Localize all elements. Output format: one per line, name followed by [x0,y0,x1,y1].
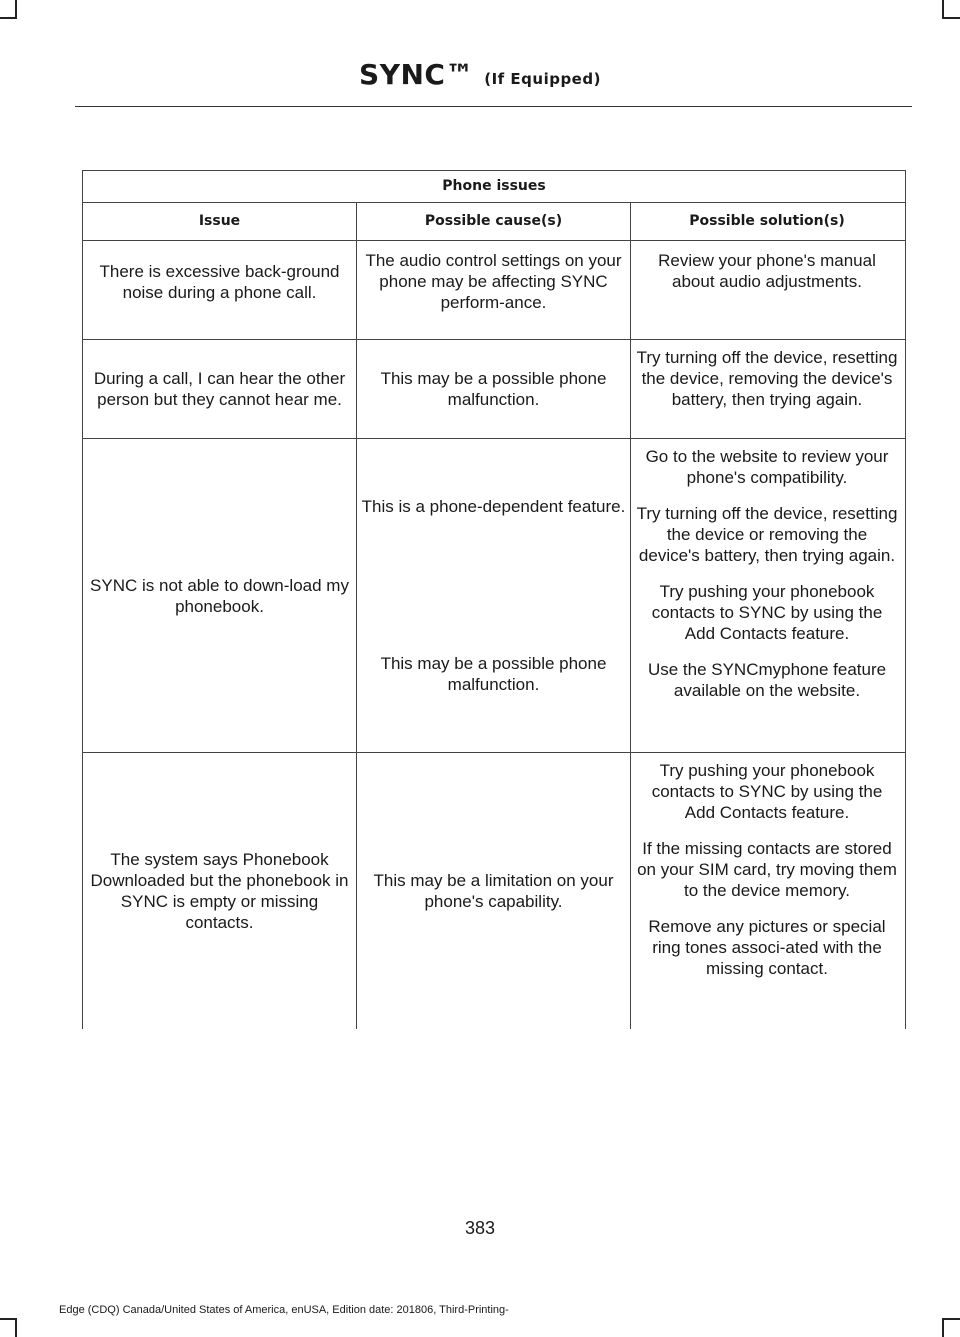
solution-cell [631,439,903,752]
cause-text: The audio control settings on your phone may be affecting SYNC perform-ance. [365,251,622,312]
solution-text: Try turning off the device, resetting the device, removing the device's battery, then trying again. [636,348,898,409]
solution-text: Remove any pictures or special ring tones associ-ated with the missing contact. [648,917,886,978]
crop-mark-top-left-h [0,17,17,19]
issue-cell [83,753,357,1029]
header-subtitle: (If Equipped) [484,70,601,88]
solution-text: If the missing contacts are stored on your SIM card, try moving them to the device memory. [637,839,897,900]
page-number: 383 [464,1218,496,1238]
issue-text: There is excessive back-ground noise during a phone call. [99,262,340,302]
issue-text: During a call, I can hear the other person but they cannot hear me. [93,369,346,409]
issue-cell [83,439,357,752]
cause-cell [357,241,631,339]
solution-text: Use the SYNCmyphone feature available on the website. [647,660,887,700]
solution-text: Try pushing your phonebook contacts to SYNC by using the Add Contacts feature. [651,582,883,643]
solution-cell [631,340,903,438]
crop-mark-bottom-left-h [0,1318,17,1320]
crop-mark-top-left [15,0,17,18]
issue-cell [83,241,357,339]
header-title: SYNC™ [359,58,474,91]
table-row [83,340,905,439]
solution-text: Try turning off the device, resetting the device or removing the device's battery, then trying again. [636,504,898,565]
column-header-issue: Issue [83,203,357,240]
table-row [83,753,905,1029]
header-divider [75,106,912,107]
solution-text: Review your phone's manual about audio adjustments. [658,251,876,291]
solution-cell [631,753,903,1029]
crop-mark-bottom-left [15,1318,17,1337]
solution-text: Go to the website to review your phone's compatibility. [645,447,889,487]
solution-cell [631,241,903,339]
crop-mark-top-right-h [942,17,960,19]
crop-mark-top-right [942,0,944,18]
table-row [83,439,905,753]
phone-issues-table [82,170,906,1029]
table-caption: Phone issues [83,171,905,203]
crop-mark-bottom-right-h [942,1318,960,1320]
footer-edition-text: Edge (CDQ) Canada/United States of America, enUSA, Edition date: 201806, Third-Printing- [59,1304,509,1316]
cause-text: This may be a possible phone malfunction. [380,369,607,409]
column-header-solution: Possible solution(s) [689,213,845,229]
page-header [0,58,960,91]
solution-text: Try pushing your phonebook contacts to SYNC by using the Add Contacts feature. [651,761,883,822]
cause-cell [357,753,631,1029]
issue-text: SYNC is not able to down-load my phonebook. [90,575,349,616]
column-header-cause: Possible cause(s) [357,203,631,240]
crop-mark-bottom-right [942,1318,944,1337]
cause-text: This may be a possible phone malfunction. [380,654,607,694]
issue-text: The system says Phonebook Downloaded but the phonebook in SYNC is empty or missing contacts. [90,850,349,932]
table-row [83,241,905,340]
table-header-row [83,203,905,241]
cause-cell [357,340,631,438]
issue-cell [83,340,357,438]
cause-cell [357,439,631,752]
cause-text: This may be a limitation on your phone's capability. [373,871,614,911]
cause-text: This is a phone-dependent feature. [361,497,626,516]
